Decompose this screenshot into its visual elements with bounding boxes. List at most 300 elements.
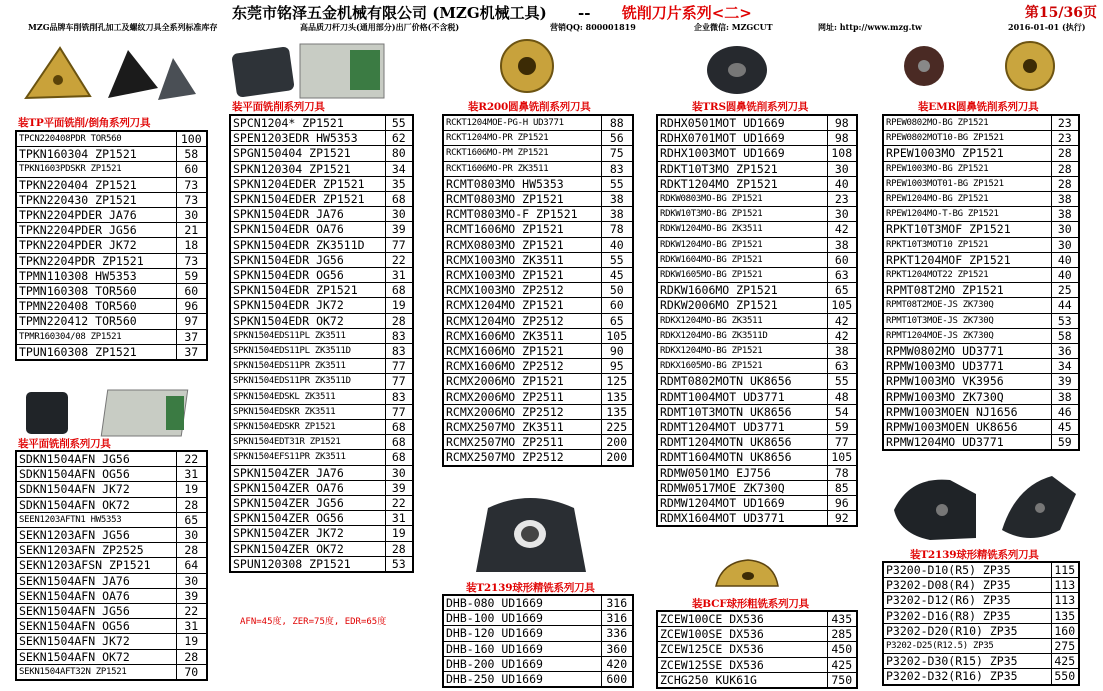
- model-cell: RDKW1204MO-BG ZK3511: [657, 222, 827, 237]
- price-cell: 58: [1051, 328, 1079, 343]
- model-cell: RDMW1204MOT UD1669: [657, 496, 827, 511]
- model-cell: SPKN1504EDER ZP1521: [230, 192, 385, 207]
- table-row: [657, 131, 857, 146]
- model-cell: RCMT0803MO-F ZP1521: [443, 207, 601, 222]
- price-cell: 200: [601, 435, 633, 450]
- model-cell: SPCN1204* ZP1521: [230, 115, 385, 131]
- model-cell: RDKW10T3MO-BG ZP1521: [657, 207, 827, 222]
- table-row: [883, 654, 1079, 669]
- model-cell: SPKN1504EDS11PR ZK3511: [230, 359, 385, 374]
- model-cell: RDKT10T3MO ZP1521: [657, 161, 827, 176]
- model-cell: SEKN1504AFN JG56: [16, 604, 176, 619]
- model-cell: SPKN120304 ZP1521: [230, 161, 385, 176]
- table-row: [443, 435, 633, 450]
- table-row: [657, 328, 857, 343]
- model-cell: SPKN1504ZER OG56: [230, 511, 385, 526]
- model-cell: RPEW1003MO-BG ZP1521: [883, 161, 1051, 176]
- price-cell: 316: [601, 611, 633, 626]
- table-row: [16, 223, 207, 238]
- table-row: [16, 467, 207, 482]
- table-row: [230, 526, 413, 541]
- model-cell: RPMT08T2MOE-JS ZK730Q: [883, 298, 1051, 313]
- model-cell: SDKN1504AFN OG56: [16, 467, 176, 482]
- model-cell: RDMX1604MOT UD3771: [657, 511, 827, 527]
- model-cell: RDMW0501MO EJ756: [657, 465, 827, 480]
- table-row: [883, 359, 1079, 374]
- table-row: [16, 451, 207, 467]
- table-row: [230, 115, 413, 131]
- price-cell: 30: [385, 465, 413, 480]
- price-table-flat: [15, 450, 208, 681]
- model-cell: SEKN1504AFT32N ZP1521: [16, 664, 176, 680]
- table-row: [230, 344, 413, 359]
- table-row: [657, 420, 857, 435]
- model-cell: DHB-080 UD1669: [443, 595, 601, 611]
- model-cell: ZCEW125SE DX536: [657, 657, 827, 672]
- price-cell: 28: [176, 543, 207, 558]
- price-cell: 23: [1051, 131, 1079, 146]
- table-row: [657, 344, 857, 359]
- caption-t2139a: 装T2139球形精铣系列刀具: [466, 582, 595, 594]
- price-cell: 83: [601, 161, 633, 176]
- table-row: [230, 511, 413, 526]
- model-cell: RCKT1204MOE-PG-H UD3771: [443, 115, 601, 131]
- price-cell: 31: [385, 268, 413, 283]
- price-cell: 37: [176, 344, 207, 360]
- model-cell: TPKN2204PDER JG56: [16, 223, 176, 238]
- model-cell: RDKT1204MO ZP1521: [657, 176, 827, 191]
- price-cell: 55: [601, 176, 633, 191]
- price-cell: 336: [601, 626, 633, 641]
- model-cell: SPKN1504EDS11PR ZK3511D: [230, 374, 385, 389]
- series-title: 铣削刀片系列<二>: [621, 4, 752, 22]
- table-row: [883, 131, 1079, 146]
- table-row: [230, 298, 413, 313]
- table-row: [443, 611, 633, 626]
- price-cell: 200: [601, 450, 633, 466]
- price-cell: 105: [827, 298, 857, 313]
- caption-flat2: 装平面铣削系列刀具: [232, 101, 325, 113]
- price-cell: 77: [385, 374, 413, 389]
- subheader-mid: 高品质刀杆刀头(通用部分)出厂价格(不含税): [300, 22, 460, 32]
- caption-trs: 装TRS圆鼻铣削系列刀具: [692, 101, 809, 113]
- model-cell: TPMN220412 TOR560: [16, 314, 176, 329]
- model-cell: DHB-250 UD1669: [443, 672, 601, 688]
- price-table-t2139b: [882, 561, 1080, 686]
- table-row: [883, 328, 1079, 343]
- table-row: [657, 374, 857, 389]
- price-cell: 59: [1051, 435, 1079, 451]
- price-table-trs: [656, 114, 858, 527]
- price-cell: 113: [1051, 578, 1079, 593]
- table-row: [443, 146, 633, 161]
- price-cell: 28: [385, 313, 413, 328]
- price-cell: 22: [176, 604, 207, 619]
- model-cell: SPKN1504EDR ZP1521: [230, 283, 385, 298]
- table-row: [657, 268, 857, 283]
- table-row: [883, 374, 1079, 389]
- table-row: [230, 192, 413, 207]
- price-cell: 19: [385, 298, 413, 313]
- price-cell: 28: [1051, 146, 1079, 161]
- model-cell: RPKT10T3MOT10 ZP1521: [883, 237, 1051, 252]
- table-row: [657, 161, 857, 176]
- table-row: [443, 161, 633, 176]
- price-cell: 550: [1051, 669, 1079, 685]
- table-row: [443, 283, 633, 298]
- model-cell: RDMT0802MOTN UK8656: [657, 374, 827, 389]
- emr-inserts-photo: [900, 36, 1062, 96]
- table-row: [16, 482, 207, 497]
- price-cell: 30: [827, 161, 857, 176]
- table-row: [230, 131, 413, 146]
- table-row: [230, 283, 413, 298]
- price-cell: 450: [827, 642, 857, 657]
- price-cell: 88: [601, 115, 633, 131]
- model-cell: SPKN1504EDSKL ZK3511: [230, 389, 385, 404]
- table-row: [657, 657, 857, 672]
- model-cell: SPKN1504EFS11PR ZK3511: [230, 450, 385, 465]
- model-cell: ZCHG250 KUK61G: [657, 672, 827, 688]
- price-cell: 42: [827, 313, 857, 328]
- table-row: [230, 496, 413, 511]
- table-row: [16, 162, 207, 177]
- square-insert-box-photo: [22, 388, 190, 438]
- table-row: [657, 435, 857, 450]
- price-cell: 54: [827, 404, 857, 419]
- table-row: [230, 480, 413, 495]
- price-cell: 55: [827, 374, 857, 389]
- model-cell: RCMX2006MO ZP1521: [443, 374, 601, 389]
- price-cell: 77: [385, 404, 413, 419]
- table-row: [16, 634, 207, 649]
- price-cell: 58: [176, 147, 207, 162]
- table-row: [443, 222, 633, 237]
- table-row: [443, 656, 633, 671]
- price-cell: 38: [1051, 207, 1079, 222]
- table-row: [230, 465, 413, 480]
- price-cell: 60: [601, 298, 633, 313]
- price-cell: 90: [601, 344, 633, 359]
- table-row: [443, 595, 633, 611]
- price-cell: 77: [827, 435, 857, 450]
- model-cell: SPKN1504EDR OK72: [230, 313, 385, 328]
- model-cell: RPEW1204MO-BG ZP1521: [883, 192, 1051, 207]
- model-cell: P3202-D08(R4) ZP35: [883, 578, 1051, 593]
- table-row: [230, 541, 413, 556]
- model-cell: RPEW0802MO-BG ZP1521: [883, 115, 1051, 131]
- table-row: [883, 298, 1079, 313]
- price-cell: 100: [176, 131, 207, 147]
- table-row: [657, 672, 857, 688]
- price-table-flat2: [229, 114, 414, 573]
- table-row: [657, 359, 857, 374]
- price-cell: 45: [1051, 420, 1079, 435]
- price-table-bcf: [656, 610, 858, 689]
- price-cell: 38: [827, 237, 857, 252]
- table-row: [883, 593, 1079, 608]
- model-cell: TPKN1603PDSKR ZP1521: [16, 162, 176, 177]
- model-cell: RCMX2507MO ZK3511: [443, 420, 601, 435]
- model-cell: P3202-D32(R16) ZP35: [883, 669, 1051, 685]
- table-row: [883, 115, 1079, 131]
- table-row: [443, 404, 633, 419]
- price-cell: 135: [1051, 608, 1079, 623]
- price-cell: 60: [827, 252, 857, 267]
- price-cell: 22: [385, 252, 413, 267]
- model-cell: RDHX0501MOT UD1669: [657, 115, 827, 131]
- table-row: [657, 298, 857, 313]
- price-cell: 45: [601, 268, 633, 283]
- price-cell: 30: [827, 207, 857, 222]
- price-cell: 275: [1051, 639, 1079, 654]
- price-cell: 225: [601, 420, 633, 435]
- table-row: [16, 192, 207, 207]
- price-cell: 105: [827, 450, 857, 465]
- price-cell: 62: [385, 131, 413, 146]
- table-row: [883, 435, 1079, 451]
- model-cell: RDKW0803MO-BG ZP1521: [657, 192, 827, 207]
- model-cell: TPKN2204PDR ZP1521: [16, 253, 176, 268]
- price-cell: 22: [176, 451, 207, 467]
- model-cell: RDKW1606MO ZP1521: [657, 283, 827, 298]
- model-cell: RPMW1204MO UD3771: [883, 435, 1051, 451]
- table-row: [883, 176, 1079, 191]
- table-row: [657, 252, 857, 267]
- model-cell: SPEN1203EDR HW5353: [230, 131, 385, 146]
- table-row: [16, 177, 207, 192]
- price-cell: 80: [385, 146, 413, 161]
- company-name: 东莞市铭泽五金机械有限公司 (MZG机械工具): [232, 4, 547, 22]
- table-row: [883, 146, 1079, 161]
- model-cell: RPKT1204MOT22 ZP1521: [883, 268, 1051, 283]
- table-row: [16, 528, 207, 543]
- model-cell: RCMX1606MO ZP2512: [443, 359, 601, 374]
- subheader-web: 网址: http://www.mzg.tw: [818, 22, 922, 32]
- price-cell: 34: [1051, 359, 1079, 374]
- price-cell: 23: [827, 192, 857, 207]
- table-row: [883, 237, 1079, 252]
- price-cell: 420: [601, 656, 633, 671]
- table-row: [657, 389, 857, 404]
- model-cell: RCMX1204MO ZP2512: [443, 313, 601, 328]
- table-row: [443, 237, 633, 252]
- table-row: [883, 252, 1079, 267]
- model-cell: SPKN1504EDT31R ZP1521: [230, 435, 385, 450]
- table-row: [230, 207, 413, 222]
- model-cell: SPKN1504ZER OA76: [230, 480, 385, 495]
- price-table-r200: [442, 114, 634, 467]
- model-cell: SEEN1203AFTN1 HW5353: [16, 512, 176, 527]
- table-row: [16, 284, 207, 299]
- price-cell: 19: [385, 526, 413, 541]
- model-cell: SEKN1504AFN OK72: [16, 649, 176, 664]
- table-row: [657, 176, 857, 191]
- price-cell: 42: [827, 328, 857, 343]
- table-row: [230, 268, 413, 283]
- model-cell: SPKN1504ZER JA76: [230, 465, 385, 480]
- model-cell: SPUN120308 ZP1521: [230, 556, 385, 572]
- model-cell: RDMT10T3MOTN UK8656: [657, 404, 827, 419]
- table-row: [230, 237, 413, 252]
- subheader-date: 2016-01-01 (执行): [1008, 22, 1086, 32]
- table-row: [443, 420, 633, 435]
- model-cell: RPEW0802MOT10-BG ZP1521: [883, 131, 1051, 146]
- price-cell: 38: [827, 344, 857, 359]
- price-cell: 25: [1051, 283, 1079, 298]
- price-cell: 105: [601, 328, 633, 343]
- price-cell: 68: [385, 450, 413, 465]
- bcf-gold-insert-photo: [712, 556, 782, 592]
- table-row: [443, 359, 633, 374]
- price-cell: 23: [1051, 115, 1079, 131]
- table-row: [657, 313, 857, 328]
- model-cell: RDKX1204MO-BG ZK3511D: [657, 328, 827, 343]
- model-cell: RCMT1606MO ZP1521: [443, 222, 601, 237]
- model-cell: TPKN220404 ZP1521: [16, 177, 176, 192]
- model-cell: SPKN1504ZER OK72: [230, 541, 385, 556]
- model-cell: ZCEW100SE DX536: [657, 627, 827, 642]
- price-cell: 113: [1051, 593, 1079, 608]
- model-cell: RDKX1204MO-BG ZK3511: [657, 313, 827, 328]
- table-row: [657, 283, 857, 298]
- model-cell: ZCEW125CE DX536: [657, 642, 827, 657]
- model-cell: SPKN1204EDER ZP1521: [230, 176, 385, 191]
- model-cell: RPMW1003MOEN NJ1656: [883, 404, 1051, 419]
- table-row: [16, 664, 207, 680]
- price-cell: 425: [1051, 654, 1079, 669]
- caption-emr: 装EMR圆鼻铣削系列刀具: [918, 101, 1039, 113]
- price-cell: 39: [385, 222, 413, 237]
- model-cell: RDKX1605MO-BG ZP1521: [657, 359, 827, 374]
- price-cell: 28: [176, 497, 207, 512]
- price-cell: 30: [1051, 222, 1079, 237]
- model-cell: RCKT1606MO-PR ZK3511: [443, 161, 601, 176]
- price-cell: 83: [385, 328, 413, 343]
- model-cell: TPMN110308 HW5353: [16, 268, 176, 283]
- table-row: [443, 672, 633, 688]
- model-cell: TPMN220408 TOR560: [16, 299, 176, 314]
- model-cell: TPMR160304/08 ZP1521: [16, 329, 176, 344]
- price-cell: 59: [827, 420, 857, 435]
- price-cell: 68: [385, 192, 413, 207]
- table-row: [883, 389, 1079, 404]
- table-row: [16, 147, 207, 162]
- model-cell: RPMW1003MO ZK730Q: [883, 389, 1051, 404]
- price-cell: 48: [827, 389, 857, 404]
- model-cell: SPKN1504EDS11PL ZK3511D: [230, 344, 385, 359]
- price-cell: 96: [827, 496, 857, 511]
- price-cell: 75: [601, 146, 633, 161]
- table-row: [657, 496, 857, 511]
- price-cell: 28: [1051, 161, 1079, 176]
- price-cell: 50: [601, 283, 633, 298]
- model-cell: SPKN1504ZER JK72: [230, 526, 385, 541]
- model-cell: SEKN1504AFN OA76: [16, 588, 176, 603]
- table-row: [883, 222, 1079, 237]
- price-cell: 77: [385, 359, 413, 374]
- model-cell: DHB-120 UD1669: [443, 626, 601, 641]
- angle-note: AFN=45度, ZER=75度, EDR=65度: [240, 617, 387, 627]
- table-row: [883, 313, 1079, 328]
- subheader-wechat: 企业微信: MZGCUT: [694, 22, 773, 32]
- price-cell: 600: [601, 672, 633, 688]
- price-cell: 31: [176, 467, 207, 482]
- table-row: [230, 389, 413, 404]
- model-cell: RPKT1204MOF ZP1521: [883, 252, 1051, 267]
- price-table-emr: [882, 114, 1080, 451]
- price-cell: 39: [176, 588, 207, 603]
- caption-bcf: 装BCF球形粗铣系列刀具: [692, 598, 809, 610]
- table-row: [443, 374, 633, 389]
- table-row: [16, 573, 207, 588]
- price-cell: 68: [385, 435, 413, 450]
- model-cell: RDKW1604MO-BG ZP1521: [657, 252, 827, 267]
- price-cell: 63: [827, 268, 857, 283]
- price-cell: 98: [827, 131, 857, 146]
- table-row: [657, 237, 857, 252]
- price-cell: 44: [1051, 298, 1079, 313]
- page-title: [232, 2, 752, 23]
- model-cell: RDMT1004MOT UD3771: [657, 389, 827, 404]
- price-cell: 28: [1051, 176, 1079, 191]
- price-cell: 60: [176, 162, 207, 177]
- model-cell: ZCEW100CE DX536: [657, 611, 827, 627]
- model-cell: P3202-D12(R6) ZP35: [883, 593, 1051, 608]
- model-cell: DHB-100 UD1669: [443, 611, 601, 626]
- price-cell: 78: [601, 222, 633, 237]
- table-row: [657, 480, 857, 495]
- model-cell: RCMT0803MO HW5353: [443, 176, 601, 191]
- model-cell: SPKN1504EDSKR ZP1521: [230, 420, 385, 435]
- model-cell: RCMX1003MO ZK3511: [443, 252, 601, 267]
- table-row: [230, 161, 413, 176]
- price-cell: 56: [601, 131, 633, 146]
- table-row: [883, 562, 1079, 578]
- price-cell: 46: [1051, 404, 1079, 419]
- price-cell: 316: [601, 595, 633, 611]
- price-cell: 19: [176, 634, 207, 649]
- price-cell: 22: [385, 496, 413, 511]
- model-cell: RPMT08T2MO ZP1521: [883, 283, 1051, 298]
- price-cell: 435: [827, 611, 857, 627]
- table-row: [230, 435, 413, 450]
- ball-nose-inserts-photo: [890, 470, 1080, 546]
- price-cell: 37: [176, 329, 207, 344]
- price-cell: 96: [176, 299, 207, 314]
- table-row: [443, 298, 633, 313]
- model-cell: SEKN1504AFN JK72: [16, 634, 176, 649]
- model-cell: RCMX2006MO ZP2511: [443, 389, 601, 404]
- model-cell: RDMT1204MOT UD3771: [657, 420, 827, 435]
- table-row: [230, 252, 413, 267]
- model-cell: SDKN1504AFN JK72: [16, 482, 176, 497]
- model-cell: P3202-D25(R12.5) ZP35: [883, 639, 1051, 654]
- table-row: [883, 283, 1079, 298]
- model-cell: TPKN160304 ZP1521: [16, 147, 176, 162]
- table-row: [230, 420, 413, 435]
- price-cell: 53: [385, 556, 413, 572]
- price-cell: 38: [601, 192, 633, 207]
- table-row: [230, 404, 413, 419]
- table-row: [657, 465, 857, 480]
- table-row: [16, 588, 207, 603]
- model-cell: SDKN1504AFN JG56: [16, 451, 176, 467]
- model-cell: SDKN1504AFN OK72: [16, 497, 176, 512]
- model-cell: P3200-D10(R5) ZP35: [883, 562, 1051, 578]
- price-cell: 39: [385, 480, 413, 495]
- model-cell: RDKW1204MO-BG ZP1521: [657, 237, 827, 252]
